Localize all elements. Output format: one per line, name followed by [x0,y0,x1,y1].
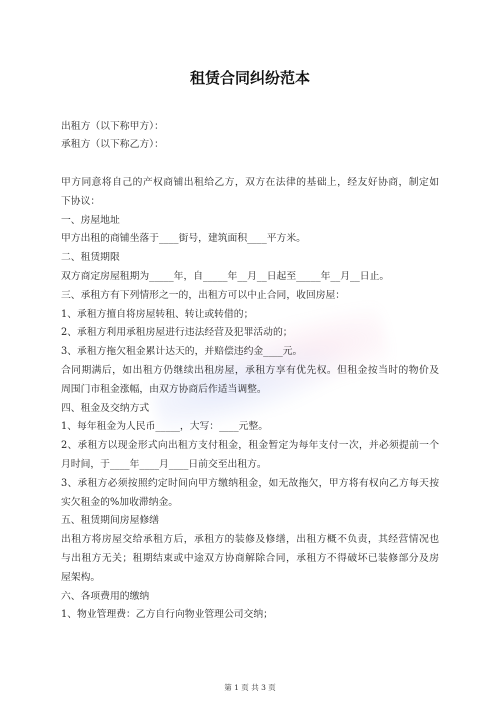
section-line: 屋架构。 [61,571,101,583]
section-line: 月时间，于____年____月____日前交至出租方。 [61,458,267,470]
section-line: 3、承租方必须按照约定时间向甲方缴纳租金，如无故拖欠，甲方将有权向乙方每天按 [61,477,439,489]
section-line: 合同期满后，如出租方仍继续出租房屋，承租方享有优先权。但租金按当时的物价及 [61,364,439,376]
section-line: 2、承租方利用承租房屋进行违法经营及犯罪活动的； [61,327,293,339]
section-line: 甲方出租的商铺坐落于____街号，建筑面积____平方米。 [61,233,306,245]
section-heading: 二、租赁期限 [61,252,120,264]
preamble-line: 下协议： [61,195,101,207]
section-heading: 一、房屋地址 [61,214,120,226]
document-body [61,118,439,626]
section-line: 3、承租方拖欠租金累计达天的，并赔偿违约金____元。 [61,346,303,358]
lessor-line: 出租方（以下称甲方）： [61,120,164,132]
section-line: 1、物业管理费：乙方自行向物业管理公司交纳； [61,609,273,621]
section-line: 1、每年租金为人民币_____，大写：____元整。 [61,421,269,433]
section-line: 出租方将房屋交给承租方后，承租方的装修及修缮，出租方概不负责，其经营情况也 [61,534,439,546]
section-heading: 五、租赁期间房屋修缮 [61,515,159,527]
preamble-line: 甲方同意将自己的产权商铺出租给乙方，双方在法律的基础上，经友好协商，制定如 [61,176,439,188]
section-line: 2、承租方以现金形式向出租方支付租金，租金暂定为每年支付一次，并必须提前一个 [61,440,439,452]
section-line: 1、承租方擅自将房屋转租、转让或转借的； [61,308,254,320]
lessee-line: 承租方（以下称乙方）： [61,139,164,151]
section-line: 双方商定房屋租期为_____年，自_____年__月__日起至_____年__月__日止。 [61,270,390,282]
section-line: 周围门市租金涨幅，由双方协商后作适当调整。 [61,383,267,395]
section-heading: 四、租金及交纳方式 [61,402,150,414]
section-line: 与出租方无关；租期结束或中途双方协商解除合同，承租方不得破坏已装修部分及房 [61,552,439,564]
document-title: 租赁合同纠纷范本 [189,69,310,87]
section-heading: 三、承租方有下列情形之一的，出租方可以中止合同，收回房屋： [61,289,346,301]
section-line: 实欠租金的%加收滞纳金。 [61,496,179,508]
page-indicator: 第 1 页 共 3 页 [224,683,276,692]
blank-line [61,155,439,174]
section-heading: 六、各项费用的缴纳 [61,590,150,602]
